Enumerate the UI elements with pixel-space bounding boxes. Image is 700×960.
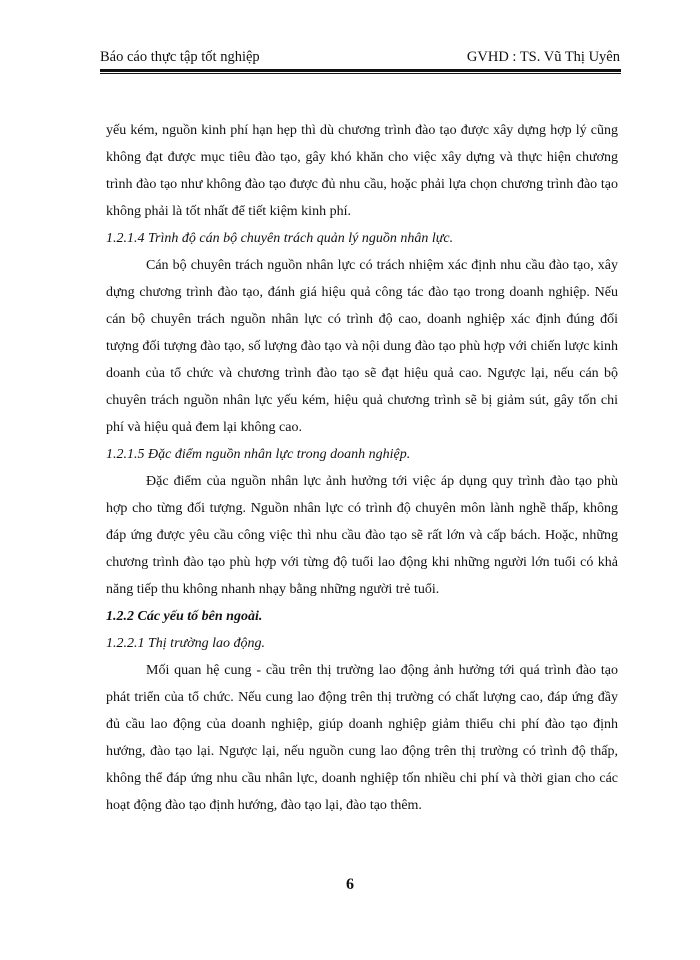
paragraph: Cán bộ chuyên trách nguồn nhân lực có trách nhiệm xác định nhu cầu đào tạo, xây dựng chương trình đào tạo, đánh giá hiệu quả công tác đào tạo trong doanh nghiệp. Nếu cán bộ chuyên trách nguồn nhân lực có trình độ cao, doanh nghiệp xác định đúng đối tượng đối tượng đào tạo, số lượng đào tạo và nội dung đào tạo phù hợp với chiến lược kinh doanh của tổ chức và chương trình đào tạo sẽ đạt hiệu quả cao. Ngược lại, nếu cán bộ chuyên trách nguồn nhân lực yếu kém, hiệu quả chương trình sẽ bị giảm sút, gây tốn chi phí và hiệu quả đem lại không cao. — [106, 258, 618, 435]
paragraph: Đặc điểm của nguồn nhân lực ảnh hưởng tới việc áp dụng quy trình đào tạo phù hợp cho từng đối tượng. Nguồn nhân lực có trình độ chuyên môn lành nghề thấp, không đáp ứng được yêu cầu công việc thì nhu cầu đào tạo sẽ rất lớn và cấp bách. Hoặc, những chương trình đào tạo phù hợp với từng độ tuổi lao động khi những người lớn tuổi có khả năng tiếp thu không nhanh nhạy bằng những người trẻ tuổi. — [106, 474, 618, 597]
header-rule-thin — [100, 73, 621, 74]
header-supervisor: GVHD : TS. Vũ Thị Uyên — [466, 49, 620, 65]
section-heading: 1.2.1.4 Trình độ cán bộ chuyên trách quản lý nguồn nhân lực. — [106, 231, 454, 246]
header-rule-thick — [100, 69, 621, 72]
document-body — [106, 117, 618, 819]
section-heading: 1.2.2.1 Thị trường lao động. — [106, 636, 266, 651]
section-heading: 1.2.2 Các yếu tố bên ngoài. — [106, 609, 263, 624]
section-heading: 1.2.1.5 Đặc điểm nguồn nhân lực trong doanh nghiệp. — [106, 447, 411, 462]
page-header — [100, 38, 620, 69]
paragraph: yếu kém, nguồn kinh phí hạn hẹp thì dù chương trình đào tạo được xây dựng hợp lý cũng không đạt được mục tiêu đào tạo, gây khó khăn cho việc xây dựng và thực hiện chương trình đào tạo như không đào tạo được đủ nhu cầu, hoặc phải lựa chọn chương trình đào tạo không phải là tốt nhất để tiết kiệm kinh phí. — [106, 123, 618, 219]
page-number: 6 — [346, 876, 354, 893]
header-report-title: Báo cáo thực tập tốt nghiệp — [100, 49, 260, 65]
paragraph: Mối quan hệ cung - cầu trên thị trường lao động ảnh hưởng tới quá trình đào tạo phát triển của tổ chức. Nếu cung lao động trên thị trường có chất lượng cao, đáp ứng đầy đủ cầu lao động của doanh nghiệp, giúp doanh nghiệp giảm thiểu chi phí đào tạo định hướng, đào tạo lại. Ngược lại, nếu nguồn cung lao động trên thị trường có trình độ thấp, không thể đáp ứng nhu cầu nhân lực, doanh nghiệp tốn nhiều chi phí và thời gian cho các hoạt động đào tạo định hướng, đào tạo lại, đào tạo thêm. — [106, 663, 618, 813]
